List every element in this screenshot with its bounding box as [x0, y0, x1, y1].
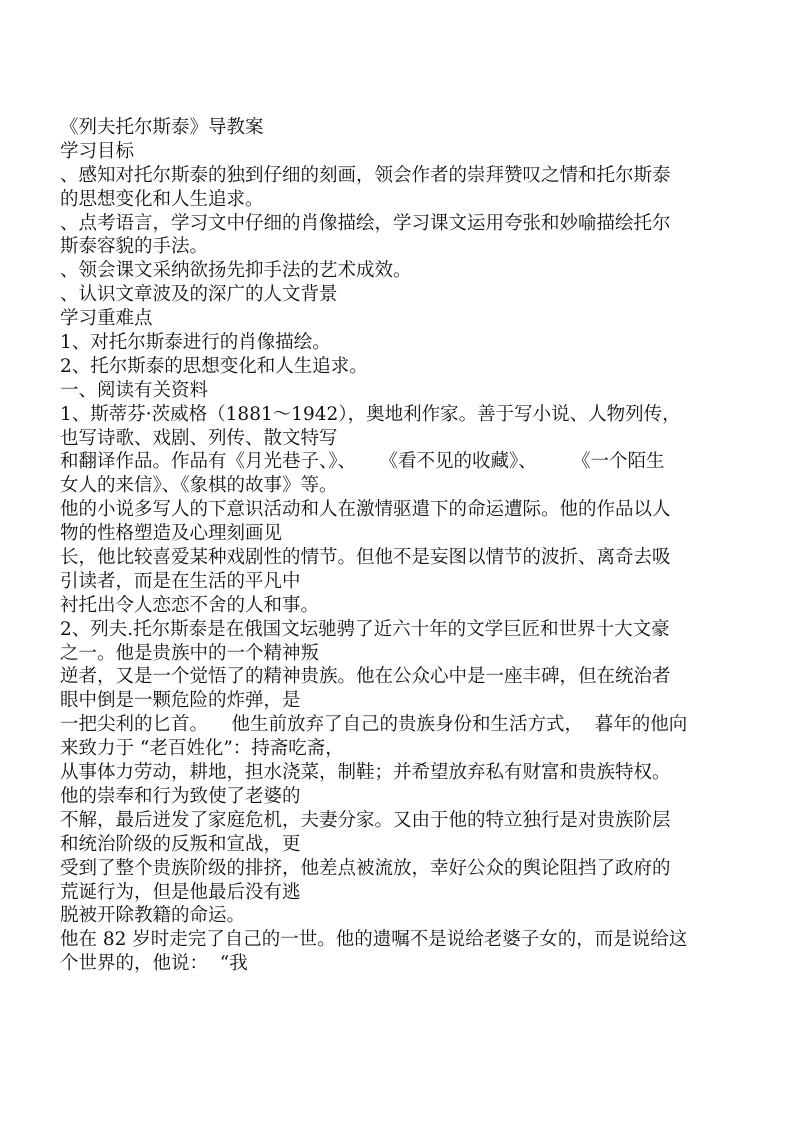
document-body [60, 116, 750, 976]
paragraph-line: 长，他比较喜爱某种戏剧性的情节。但他不是妄图以情节的波折、离奇去吸 [60, 547, 671, 569]
paragraph-line: 引读者，而是在生活的平凡中 [60, 570, 301, 592]
paragraph-line: 、认识文章波及的深广的人文背景 [60, 284, 338, 306]
paragraph-line: 衬托出令人恋恋不舍的人和事。 [60, 594, 320, 616]
paragraph-line: 一把尖利的匕首。 他生前放弃了自己的贵族身份和生活方式， 暮年的他向 [60, 714, 688, 736]
paragraph-line: 逆者，又是一个觉悟了的精神贵族。他在公众心中是一座丰碑，但在统治者 [60, 666, 671, 688]
paragraph-line: 斯泰容貌的手法。 [60, 236, 209, 258]
paragraph-line: 、感知对托尔斯泰的独到仔细的刻画，领会作者的崇拜赞叹之情和托尔斯泰 [60, 164, 671, 186]
paragraph-line: 和翻译作品。作品有《月光巷子、》、 《看不见的收藏》、 《一个陌生 [60, 451, 665, 473]
paragraph-line: 个世界的，他说： “我 [60, 953, 248, 975]
paragraph-line: 眼中倒是一颗危险的炸弹，是 [60, 690, 301, 712]
paragraph-line: 物的性格塑造及心理刻画见 [60, 523, 283, 545]
section-heading-learning-goals: 学习目标 [60, 140, 135, 162]
paragraph-line: 、点考语言，学习文中仔细的肖像描绘，学习课文运用夸张和妙喻描绘托尔 [60, 212, 671, 234]
paragraph-line: 荒诞行为，但是他最后没有逃 [60, 881, 301, 903]
paragraph-line: 、领会课文采纳欲扬先抑手法的艺术成效。 [60, 260, 412, 282]
paragraph-line: 从事体力劳动，耕地，担水浇菜，制鞋；并希望放弃私有财富和贵族特权。 [60, 762, 671, 784]
section-heading-reading-materials: 一、阅读有关资料 [60, 379, 209, 401]
document-title: 《列夫托尔斯泰》导教案 [60, 117, 264, 138]
paragraph-line: 也写诗歌、戏剧、列传、散文特写 [60, 427, 338, 449]
paragraph-line: 1、对托尔斯泰进行的肖像描绘。 [60, 332, 331, 354]
paragraph-line: 他在 82 岁时走完了自己的一世。他的遗嘱不是说给老婆子女的，而是说给这 [60, 929, 688, 951]
paragraph-line: 2、托尔斯泰的思想变化和人生追求。 [60, 355, 368, 377]
section-heading-key-points: 学习重难点 [60, 308, 153, 330]
paragraph-line: 他的小说多写人的下意识活动和人在激情驱遣下的命运遭际。他的作品以人 [60, 499, 671, 521]
paragraph-line: 2、列夫.托尔斯泰是在俄国文坛驰骋了近六十年的文学巨匠和世界十大文豪 [60, 618, 670, 640]
paragraph-line: 女人的来信》、《象棋的故事》等。 [60, 475, 338, 497]
paragraph-line: 脱被开除教籍的命运。 [60, 905, 246, 927]
paragraph-line: 和统治阶级的反叛和宣战，更 [60, 833, 301, 855]
paragraph-line: 之一。他是贵族中的一个精神叛 [60, 642, 320, 664]
paragraph-line: 受到了整个贵族阶级的排挤，他差点被流放，幸好公众的舆论阻挡了政府的 [60, 857, 671, 879]
paragraph-line: 不解，最后迸发了家庭危机，夫妻分家。又由于他的特立独行是对贵族阶层 [60, 809, 671, 831]
paragraph-line: 1、斯蒂芬·茨威格（1881～1942），奥地利作家。善于写小说、人物列传， [60, 403, 681, 425]
paragraph-line: 他的崇奉和行为致使了老婆的 [60, 785, 301, 807]
paragraph-line: 的思想变化和人生追求。 [60, 188, 264, 210]
paragraph-line: 来致力于 “老百姓化”：持斋吃斋， [60, 738, 344, 760]
